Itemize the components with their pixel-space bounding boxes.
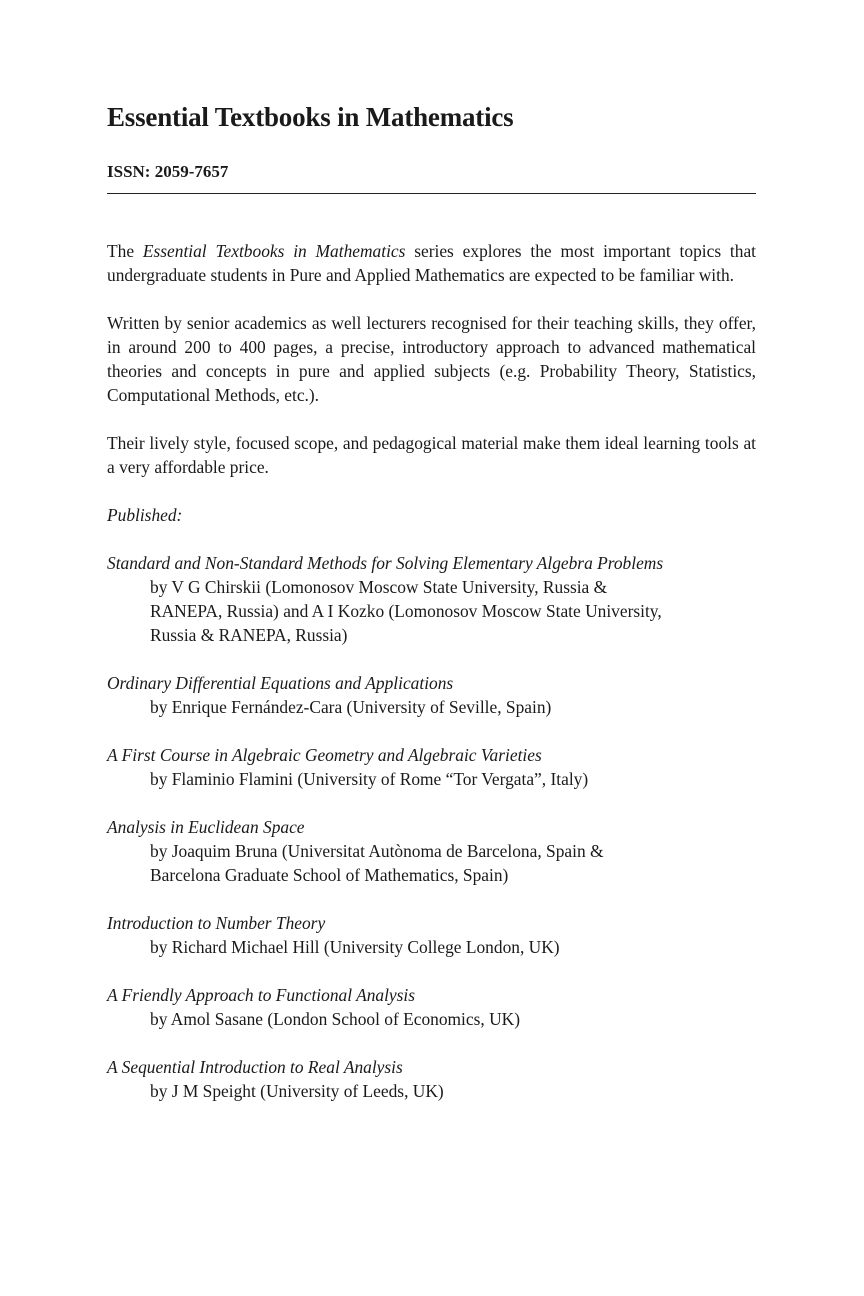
published-book-list [107, 551, 756, 1103]
book-entry [107, 983, 756, 1031]
author-line: Russia & RANEPA, Russia) [150, 625, 348, 645]
author-line: by Richard Michael Hill (University College London, UK) [150, 937, 560, 957]
book-title: Analysis in Euclidean Space [107, 817, 305, 837]
author-line: by Amol Sasane (London School of Economics, UK) [150, 1009, 520, 1029]
author-line: RANEPA, Russia) and A I Kozko (Lomonosov Moscow State University, [150, 601, 662, 621]
book-entry [107, 671, 756, 719]
published-label: Published: [107, 505, 183, 525]
intro-rest: series explores the most important topics that undergraduate students in Pure and Applied Mathematics are expected to be familiar with. [107, 241, 757, 285]
book-authors [107, 575, 756, 647]
intro-paragraph-2: Written by senior academics as well lecturers recognised for their teaching skills, they offer, in around 200 to 400 pages, a precise, introductory approach to advanced mathematical theories and concepts in pure and applied subjects (e.g. Probability Theory, Statistics, Computational Methods, etc.). [107, 313, 756, 405]
series-name-italic: Essential Textbooks in Mathematics [142, 241, 406, 261]
author-line: by Enrique Fernández-Cara (University of Seville, Spain) [150, 697, 552, 717]
book-entry [107, 1055, 756, 1103]
book-authors [107, 695, 756, 719]
book-title: A First Course in Algebraic Geometry and Algebraic Varieties [107, 745, 542, 765]
book-entry [107, 743, 756, 791]
author-line: by Joaquim Bruna (Universitat Autònoma de Barcelona, Spain & [150, 841, 604, 861]
book-authors [107, 839, 756, 887]
author-line: Barcelona Graduate School of Mathematics, Spain) [150, 865, 509, 885]
header-divider [107, 193, 756, 194]
intro-prefix: The [107, 241, 143, 261]
book-entry [107, 911, 756, 959]
book-authors [107, 1079, 756, 1103]
book-title: Standard and Non-Standard Methods for Solving Elementary Algebra Problems [107, 553, 664, 573]
book-authors [107, 767, 756, 791]
book-title: Ordinary Differential Equations and Applications [107, 673, 454, 693]
author-line: by J M Speight (University of Leeds, UK) [150, 1081, 444, 1101]
book-title: Introduction to Number Theory [107, 913, 326, 933]
book-authors [107, 935, 756, 959]
series-title: Essential Textbooks in Mathematics [107, 102, 514, 132]
series-page [107, 98, 756, 1127]
issn-number: ISSN: 2059-7657 [107, 162, 229, 181]
intro-paragraph-3: Their lively style, focused scope, and pedagogical material make them ideal learning tools at a very affordable price. [107, 433, 756, 477]
author-line: by Flaminio Flamini (University of Rome “Tor Vergata”, Italy) [150, 769, 589, 789]
author-line: by V G Chirskii (Lomonosov Moscow State University, Russia & [150, 577, 608, 597]
book-authors [107, 1007, 756, 1031]
book-entry [107, 551, 756, 647]
book-entry [107, 815, 756, 887]
book-title: A Sequential Introduction to Real Analysis [107, 1057, 403, 1077]
intro-paragraph-1 [107, 239, 756, 287]
book-title: A Friendly Approach to Functional Analysis [107, 985, 416, 1005]
